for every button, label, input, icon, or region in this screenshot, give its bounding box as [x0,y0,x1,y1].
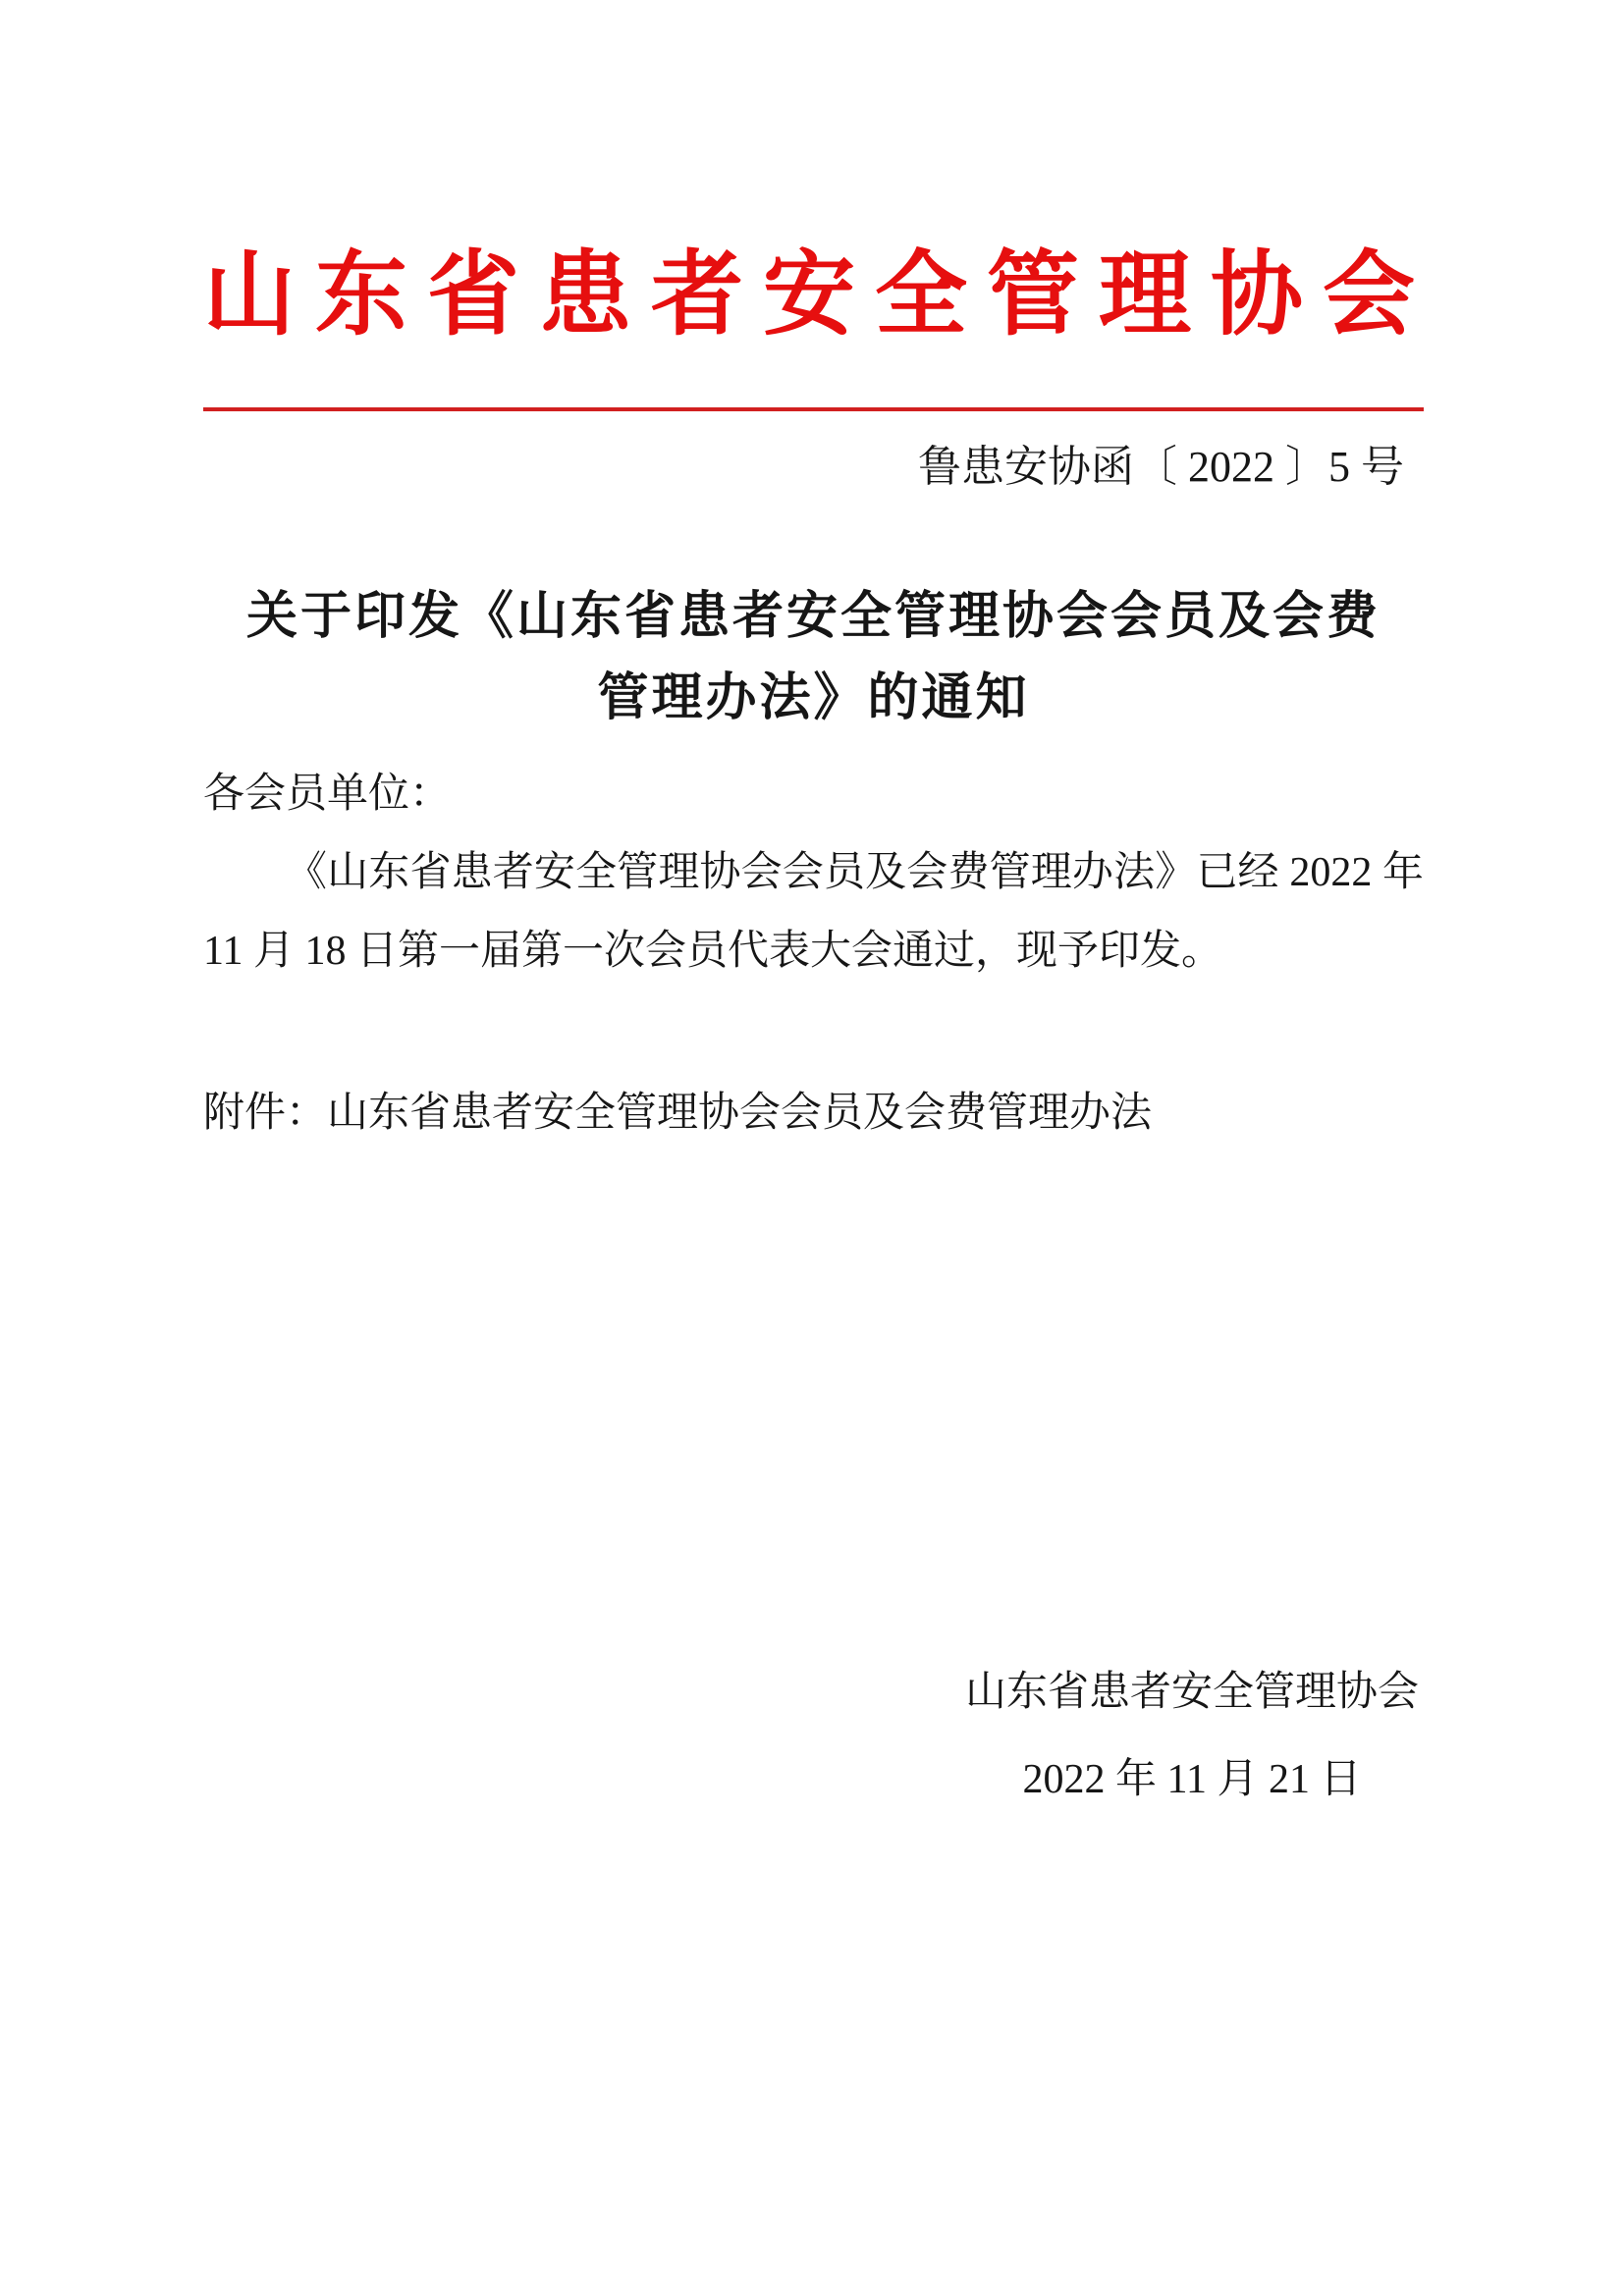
body-paragraph: 《山东省患者安全管理协会会员及会费管理办法》已经 2022 年 11 月 18 日第一届第一次会员代表大会通过，现予印发。 [203,850,1424,974]
signature-org-name: 山东省患者安全管理协会 [964,1670,1419,1715]
salutation: 各会员单位： [203,772,452,817]
notice-title-line-2: 管理办法》的通知 [597,669,1030,726]
attachment-line: 附件：山东省患者安全管理协会会员及会费管理办法 [203,1091,1153,1136]
signature-date: 2022 年 11 月 21 日 [1022,1757,1362,1802]
masthead-org-name: 山东省患者安全管理协会 [203,244,1435,347]
red-divider-rule [203,407,1424,411]
document-reference-number: 鲁患安协函〔 2022 〕5 号 [918,443,1404,491]
notice-title-line-1: 关于印发《山东省患者安全管理协会会员及会费 [245,588,1380,645]
notice-title [203,576,1424,739]
notice-body [203,755,1424,990]
